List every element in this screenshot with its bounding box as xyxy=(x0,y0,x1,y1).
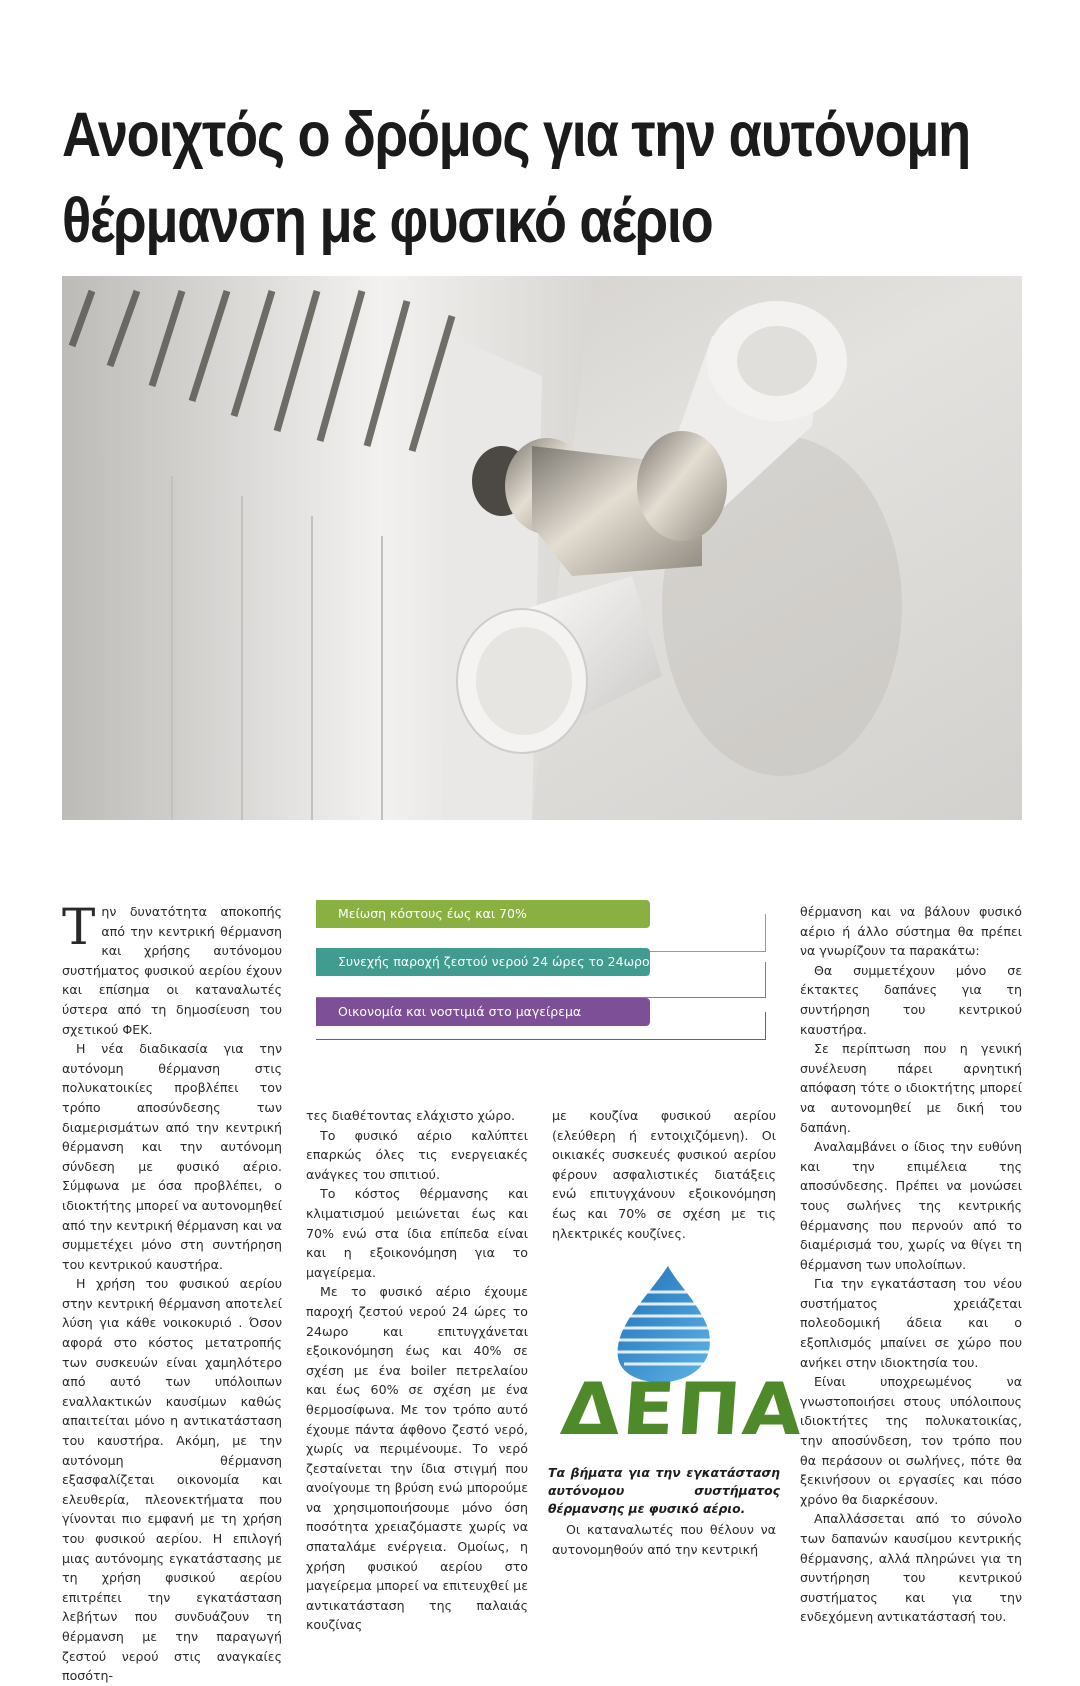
radiator-valve-photo xyxy=(62,276,1022,820)
article-column-3 xyxy=(552,1106,776,1243)
article-paragraph: με κουζίνα φυσικού αερίου (ελεύθερη ή εντοιχιζόμενη). Οι οικιακές συσκευές φυσικού αερίου φέρουν ασφαλιστικές διατάξεις ενώ επιτυγχάνουν εξοικονόμηση έως και 70% σε σχέση με τις ηλεκτρικές κουζίνες. xyxy=(552,1108,776,1241)
article-paragraph: Το κόστος θέρμανσης και κλιματισμού μειώνεται έως και 70% ενώ στα ίδια επίπεδα είναι και η εξοικονόμηση για το μαγείρεμα. xyxy=(306,1186,528,1280)
article-paragraph: Η νέα διαδικασία για την αυτόνομη θέρμανση στις πολυκατοικίες προβλέπει τον τρόπο αποσύνδεσης των διαμερισμάτων από την κεντρική θέρμανση και την αυτόνομη σύνδεση με φυσικό αέριο. Σύμφωνα με όσα προβλέπει, ο ιδιοκτήτης μπορεί να αυτονομηθεί από την κεντρική θέρμανση και να συμμετέχει μόνο στη συντήρηση του κεντρικού καυστήρα. xyxy=(62,1041,282,1272)
callout-2 xyxy=(316,948,650,976)
article-paragraph: Με το φυσικό αέριο έχουμε παροχή ζεστού νερού 24 ώρες το 24ωρο και επιτυγχάνεται εξοικονόμηση έως και 40% σε σχέση με ένα boiler πετρελαίου και έως 60% σε σχέση με ένα θερμοσίφωνα. Με τον τρόπο αυτό έχουμε πάντα άφθονο ζεστό νερό, χωρίς να περιμένουμε. Το νερό ζεσταίνεται την ίδια στιγμή που ανοίγουμε τη βρύση ενώ μπορούμε να χρησιμοποιήσουμε μόνο όση ποσότητα χρειαζόμαστε χωρίς να σπαταλάμε ενέργεια. Ομοίως, η χρήση φυσικού αερίου στο μαγείρεμα μπορεί να επιτευχθεί με αντικατάσταση της παλαιάς κουζίνας xyxy=(306,1284,528,1633)
article-paragraph: Αναλαμβάνει ο ίδιος την ευθύνη και την επιμέλεια της αποσύνδεσης. Πρέπει να μονώσει τους σωλήνες της κεντρικής θέρμανσης που περνούν από το διαμέρισμά του, χωρίς να θίγει τη θέρμανση των υπολοίπων. xyxy=(800,1139,1022,1272)
headline-line-2: θέρμανση με φυσικό αέριο xyxy=(62,186,713,256)
article-paragraph: Για την εγκατάσταση του νέου συστήματος χρειάζεται πολεοδομική άδεια και ο εξοπλισμός μπαίνει σε χώρο που ανήκει στην ιδιοκτησία του. xyxy=(800,1276,1022,1370)
callout-1-text: Μείωση κόστους έως και 70% xyxy=(338,906,527,921)
article-paragraph: Την δυνατότητα αποκοπής από την κεντρική θέρμανση και χρήσης αυτόνομου συστήματος φυσικού αερίου έχουν και επίσημα οι καταναλωτές ύστερα από τη δημοσίευση του σχετικού ΦΕΚ. xyxy=(62,898,282,1037)
article-paragraph: Το φυσικό αέριο καλύπτει επαρκώς όλες τις ενεργειακές ανάγκες του σπιτιού. xyxy=(306,1127,528,1182)
headline xyxy=(62,92,970,264)
article-paragraph: Απαλλάσσεται από το σύνολο των δαπανών καυσίμου κεντρικής θέρμανσης, αλλά πληρώνει για τη συντήρηση του κεντρικού συστήματος και για την ενδεχόμενη αντικατάστασή του. xyxy=(800,1511,1022,1625)
radiator-valve-icon xyxy=(62,276,1022,820)
drop-cap: Τ xyxy=(62,898,96,956)
article-paragraph: Είναι υποχρεωμένος να γνωστοποιήσει στους υπόλοιπους ιδιοκτήτες της πολυκατοικίας, την αποσύνδεση, τον τρόπο που θα περάσουν οι σωλήνες, πότε θα ξεκινήσουν οι εργασίες και πόσο χρόνο θα διαρκέσουν. xyxy=(800,1374,1022,1507)
article-column-3-continuation xyxy=(552,1520,776,1559)
feature-callouts xyxy=(316,900,766,1040)
callout-2-text: Συνεχής παροχή ζεστού νερού 24 ώρες το 24ωρο xyxy=(338,954,650,969)
article-paragraph: Σε περίπτωση που η γενική συνέλευση πάρει αρνητική απόφαση τότε ο ιδιοκτήτης μπορεί να αυτονομηθεί με δική του δαπάνη. xyxy=(800,1041,1022,1135)
depa-wordmark: ΔΕΠΑ xyxy=(558,1367,808,1451)
callout-3-text: Οικονομία και νοστιμιά στο μαγείρεμα xyxy=(338,1004,582,1019)
steps-caption: Τα βήματα για την εγκατάσταση αυτόνομου συστήματος θέρμανσης με φυσικό αέριο. xyxy=(548,1465,780,1516)
article-paragraph: θέρμανση και να βάλουν φυσικό αέριο ή άλλο σύστημα θα πρέπει να γνωρίζουν τα παρακάτω: xyxy=(800,904,1022,959)
article-column-1 xyxy=(62,898,282,1686)
article-paragraph: Η χρήση του φυσικού αερίου στην κεντρική θέρμανση αποτελεί λύση για κάθε νοικοκυριό . Όσον αφορά στο κόστος μετατροπής των συσκευών είναι χαμηλότερο από αυτό των υπόλοιπων εναλλακτικών καυσίμων καθώς απαιτείται μόνο η αντικατάσταση του καυστήρα. Ακόμη, με την αυτόνομη θέρμανση εξασφαλίζεται οικονομία και ελευθερία, πλεονεκτήματα που γίνονται πιο εμφανή με τη χρήση του φυσικού αερίου. Η επιλογή μιας αυτόνομης εγκατάστασης με τη χρήση φυσικού αερίου επιτρέπει την εγκατάσταση λεβήτων που συνδυάζουν τη θέρμανση με την παραγωγή ζεστού νερού στις αναγκαίες ποσότη- xyxy=(62,1276,282,1684)
article-paragraph: Θα συμμετέχουν μόνο σε έκτακτες δαπάνες για τη συντήρηση του κεντρικού καυστήρα. xyxy=(800,962,1022,1037)
depa-logo xyxy=(548,1262,808,1452)
headline-line-1: Ανοιχτός ο δρόμος για την αυτόνομη xyxy=(62,100,970,170)
callout-3 xyxy=(316,998,650,1026)
callout-1 xyxy=(316,900,650,928)
gas-flame-icon xyxy=(548,1262,788,1382)
article-column-4 xyxy=(800,902,1022,1627)
article-paragraph: Οι καταναλωτές που θέλουν να αυτονομηθούν από την κεντρική xyxy=(552,1522,776,1557)
article-paragraph: τες διαθέτοντας ελάχιστο χώρο. xyxy=(306,1108,516,1123)
article-column-2 xyxy=(306,1106,528,1635)
